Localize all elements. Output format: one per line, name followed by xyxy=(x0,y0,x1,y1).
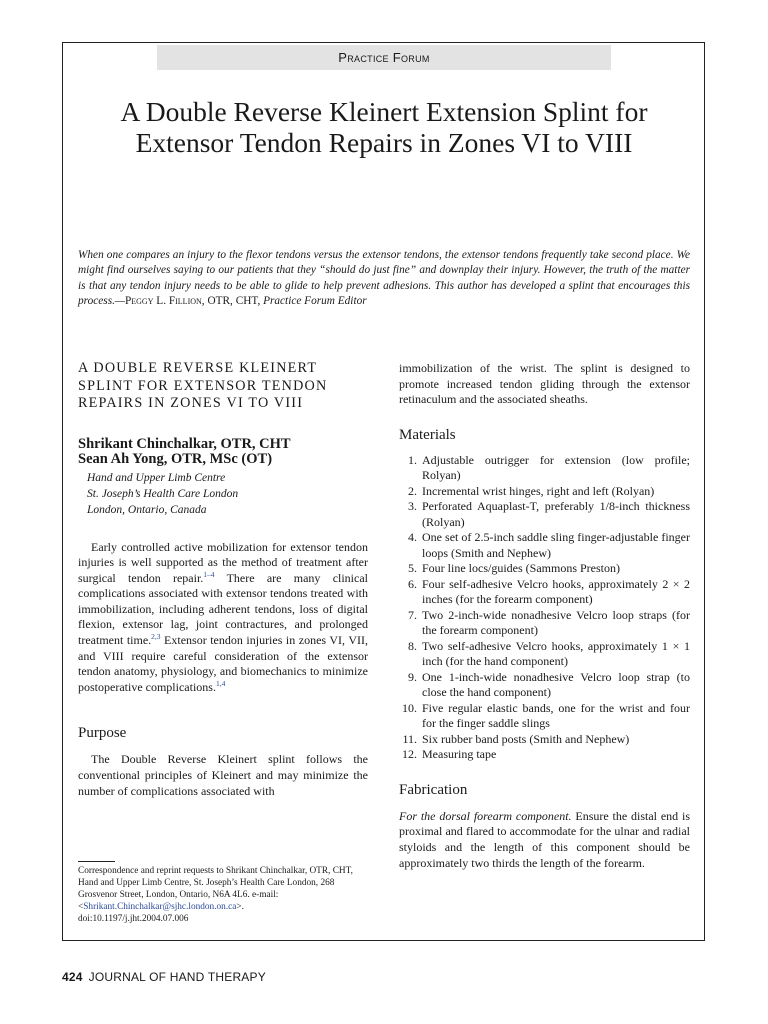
list-item: 10. Five regular elastic bands, one for the wrist and four for the finger saddle slings xyxy=(402,700,690,731)
list-item: 1. Adjustable outrigger for extension (low profile; Rolyan) xyxy=(408,452,690,483)
affiliation-line-2: St. Joseph’s Health Care London xyxy=(87,487,239,500)
list-item: 11. Six rubber band posts (Smith and Nephew) xyxy=(402,731,630,746)
list-item: 3. Perforated Aquaplast-T, preferably 1/8-inch thickness (Rolyan) xyxy=(408,499,690,529)
email-link[interactable]: Shrikant.Chinchalkar@sjhc.london.on.ca xyxy=(83,902,237,912)
purpose-heading: Purpose xyxy=(78,725,127,742)
article-subtitle: A DOUBLE REVERSE KLEINERT SPLINT FOR EXTENSOR TENDON REPAIRS IN ZONES VI TO VIII xyxy=(78,360,328,411)
editor-intro xyxy=(78,248,690,310)
section-label: Practice Forum xyxy=(157,45,611,70)
fabrication-text: Ensure the distal end is proximal and flared to accommodate for the ulnar and radial styloids and the length of this component should be approximately two thirds the length of the forearm. xyxy=(399,808,690,870)
intro-text: When one compares an injury to the flexor tendons versus the extensor tendons, the extensor tendons frequently take second place. We might find ourselves saying to our patients that they “should do just fine” and downplay their injury. However, the truth of the matter is that any tendon injury needs to be able to glide to help prevent adhesions. This author has developed a splint that encourages this process.— xyxy=(78,249,690,308)
page-number: 424 xyxy=(62,970,83,984)
list-item: 8. Two self-adhesive Velcro hooks, approximately 1 × 1 inch (for the hand component) xyxy=(408,638,690,669)
list-item: 4. One set of 2.5-inch saddle sling finger-adjustable finger loops (Smith and Nephew) xyxy=(408,530,690,560)
author-list xyxy=(78,437,368,468)
materials-list xyxy=(399,453,690,763)
doi: doi:10.1197/j.jht.2004.07.006 xyxy=(78,914,189,924)
right-column xyxy=(399,361,690,871)
list-item: 2. Incremental wrist hinges, right and left (Rolyan) xyxy=(408,483,655,498)
page-footer xyxy=(62,970,266,984)
affiliation-line-1: Hand and Upper Limb Centre xyxy=(87,471,226,484)
editor-credentials: , OTR, CHT, xyxy=(201,295,264,308)
body-text: Early controlled active mobilization for extensor tendon injuries is well supported as the method of treatment after surgical tendon repair. xyxy=(78,539,368,585)
left-column xyxy=(78,360,368,799)
list-item: 12. Measuring tape xyxy=(402,747,497,762)
body-text: There are many clinical complications associated with extensor tendons treated with immobilization, including adherent tendons, loss of digital flexion, extensor lag, joint contractures, and prolonged treatment time. xyxy=(78,570,369,648)
editor-role: Practice Forum Editor xyxy=(263,295,367,308)
footnote-text: Correspondence and reprint requests to Shrikant Chinchalkar, OTR, CHT, Hand and Upper Limb Centre, St. Joseph’s Health Care London, 268 Grosvenor Street, London, Ontario, N6A 4L6. e-mail: <Shrikant.Chinchalkar@sjhc.london.on.ca>. xyxy=(78,866,353,912)
list-item: 5. Four line locs/guides (Sammons Preston) xyxy=(408,561,620,576)
materials-heading: Materials xyxy=(399,426,456,443)
journal-name: JOURNAL OF HAND THERAPY xyxy=(88,970,266,984)
correspondence-footnote xyxy=(78,865,370,925)
list-item: 9. One 1-inch-wide nonadhesive Velcro loop strap (to close the hand component) xyxy=(408,669,690,700)
affiliation-line-3: London, Ontario, Canada xyxy=(87,503,207,516)
author-1: Shrikant Chinchalkar, OTR, CHT xyxy=(78,435,291,452)
body-paragraph-1 xyxy=(78,540,368,696)
list-item: 7. Two 2-inch-wide nonadhesive Velcro loop straps (for the forearm component) xyxy=(408,607,690,638)
author-2: Sean Ah Yong, OTR, MSc (OT) xyxy=(78,451,273,467)
body-text: Extensor tendon injuries in zones VI, VII, and VIII require careful consideration of the extensor tendon anatomy, physiology, and biomechanics to minimize postoperative complications. xyxy=(78,633,368,694)
purpose-paragraph: The Double Reverse Kleinert splint follows the conventional principles of Kleinert and may minimize the number of complications associated with xyxy=(78,752,368,798)
article-main-title: A Double Reverse Kleinert Extension Splint for Extensor Tendon Repairs in Zones VI to VIII xyxy=(120,96,648,158)
affiliation xyxy=(78,470,368,518)
citation-link[interactable]: 2,3 xyxy=(151,632,161,642)
fabrication-paragraph xyxy=(399,809,690,871)
editor-name: Peggy L. Fillion xyxy=(124,295,202,308)
fabrication-lead: For the dorsal forearm component. xyxy=(399,808,572,823)
citation-link[interactable]: 1,4 xyxy=(215,678,226,688)
continued-paragraph: immobilization of the wrist. The splint is designed to promote increased tendon gliding through the extensor retinaculum and the associated sheaths. xyxy=(399,361,690,407)
footnote-divider xyxy=(78,861,115,862)
fabrication-heading: Fabrication xyxy=(399,781,468,798)
citation-link[interactable]: 1–4 xyxy=(203,569,215,579)
list-item: 6. Four self-adhesive Velcro hooks, approximately 2 × 2 inches (for the forearm component) xyxy=(408,576,690,607)
